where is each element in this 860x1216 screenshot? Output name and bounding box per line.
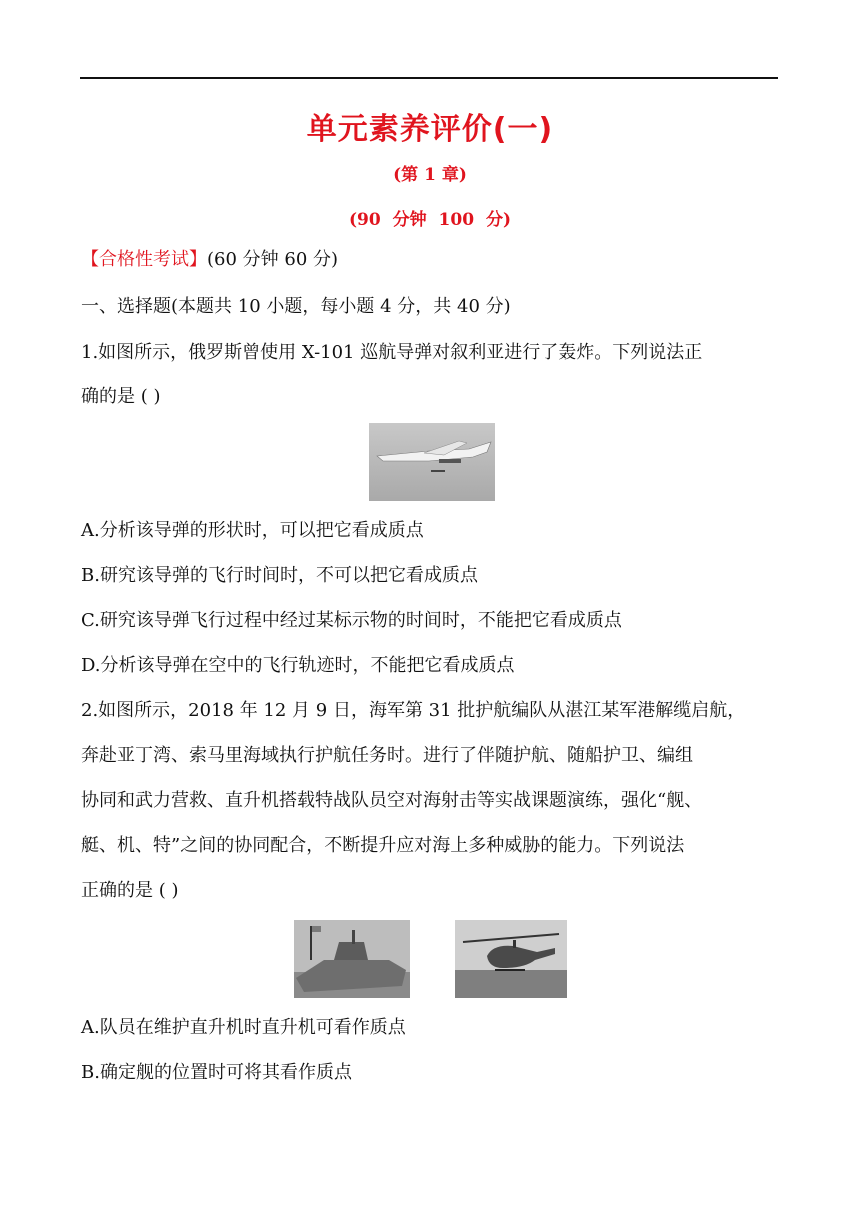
q1-option-a: A.分析该导弹的形状时，可以把它看成质点	[81, 520, 424, 541]
section-heading	[81, 247, 338, 273]
q2-option-b: B.确定舰的位置时可将其看作质点	[81, 1062, 352, 1083]
page-title: 单元素养评价(一)	[306, 112, 554, 147]
time-score-label: (90 分钟 100 分)	[349, 210, 511, 230]
bomber-missile-photo	[369, 423, 495, 501]
q1-stem-line-2: 确的是 ( )	[81, 386, 161, 407]
q2-stem-line-3: 协同和武力营救、直升机搭载特战队员空对海射击等实战课题演练，强化“舰、	[81, 790, 703, 811]
warship-photo	[294, 920, 410, 998]
q2-stem-line-5: 正确的是 ( )	[81, 880, 179, 901]
q1-option-c: C.研究该导弹飞行过程中经过某标示物的时间时，不能把它看成质点	[81, 610, 622, 631]
section-tag: 【合格性考试】	[81, 249, 207, 270]
q1-option-b: B.研究该导弹的飞行时间时，不可以把它看成质点	[81, 565, 478, 586]
part-heading: 一、选择题(本题共 10 小题，每小题 4 分，共 40 分)	[81, 296, 511, 317]
q1-option-d: D.分析该导弹在空中的飞行轨迹时，不能把它看成质点	[81, 655, 515, 676]
chapter-label: (第 1 章)	[393, 165, 467, 185]
q2-option-a: A.队员在维护直升机时直升机可看作质点	[81, 1017, 406, 1038]
q2-stem-line-2: 奔赴亚丁湾、索马里海域执行护航任务时。进行了伴随护航、随船护卫、编组	[81, 745, 693, 766]
section-tag-detail: (60 分钟 60 分)	[207, 249, 339, 270]
header-rule	[80, 77, 778, 79]
q2-stem-line-4: 艇、机、特”之间的协同配合，不断提升应对海上多种威胁的能力。下列说法	[81, 835, 685, 856]
q1-stem-line-1: 1.如图所示，俄罗斯曾使用 X-101 巡航导弹对叙利亚进行了轰炸。下列说法正	[81, 342, 703, 363]
q2-stem-line-1: 2.如图所示，2018 年 12 月 9 日，海军第 31 批护航编队从湛江某军港解缆启航，	[81, 700, 746, 721]
helicopter-photo	[455, 920, 567, 998]
